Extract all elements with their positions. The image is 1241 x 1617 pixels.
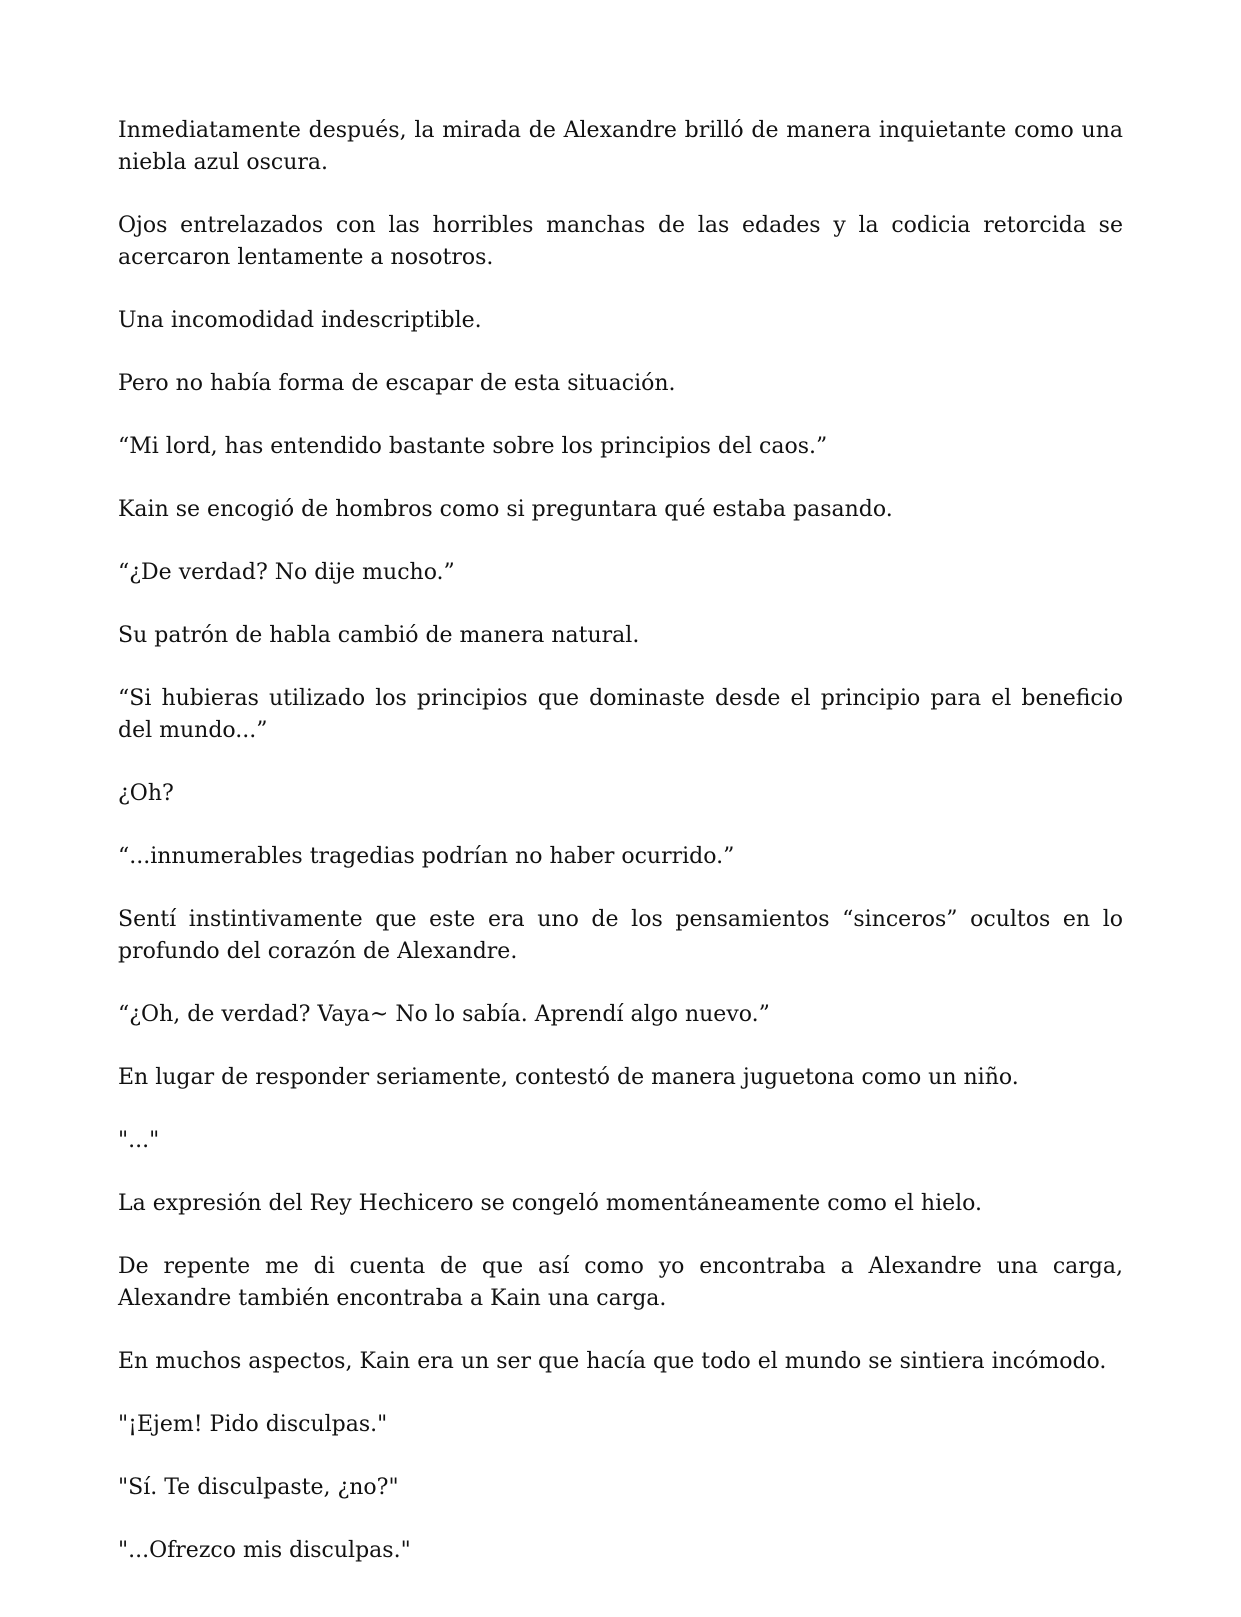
paragraph-9: “Si hubieras utilizado los principios que dominaste desde el principio para el beneficio del mundo...” [118, 686, 1123, 743]
paragraph-5: “Mi lord, has entendido bastante sobre los principios del caos.” [118, 434, 828, 459]
paragraph-2: Ojos entrelazados con las horribles manchas de las edades y la codicia retorcida se acercaron lentamente a nosotros. [118, 213, 1123, 270]
paragraph-19: "¡Ejem! Pido disculpas." [118, 1412, 388, 1437]
paragraph-11: “...innumerables tragedias podrían no haber ocurrido.” [118, 844, 735, 869]
paragraph-18: En muchos aspectos, Kain era un ser que hacía que todo el mundo se sintiera incómodo. [118, 1349, 1107, 1374]
paragraph-17: De repente me di cuenta de que así como yo encontraba a Alexandre una carga, Alexandre también encontraba a Kain una carga. [118, 1254, 1123, 1311]
paragraph-4: Pero no había forma de escapar de esta situación. [118, 371, 676, 396]
paragraph-14: En lugar de responder seriamente, contestó de manera juguetona como un niño. [118, 1065, 1019, 1090]
paragraph-15: "..." [118, 1128, 160, 1153]
paragraph-8: Su patrón de habla cambió de manera natural. [118, 623, 640, 648]
paragraph-1: Inmediatamente después, la mirada de Alexandre brilló de manera inquietante como una niebla azul oscura. [118, 118, 1123, 175]
paragraph-16: La expresión del Rey Hechicero se congeló momentáneamente como el hielo. [118, 1191, 983, 1216]
document-page [118, 115, 1123, 1598]
paragraph-7: “¿De verdad? No dije mucho.” [118, 560, 455, 585]
paragraph-6: Kain se encogió de hombros como si preguntara qué estaba pasando. [118, 497, 893, 522]
paragraph-21: "...Ofrezco mis disculpas." [118, 1538, 411, 1563]
paragraph-20: "Sí. Te disculpaste, ¿no?" [118, 1475, 399, 1500]
paragraph-3: Una incomodidad indescriptible. [118, 308, 482, 333]
paragraph-13: “¿Oh, de verdad? Vaya~ No lo sabía. Aprendí algo nuevo.” [118, 1002, 770, 1027]
paragraph-12: Sentí instintivamente que este era uno de los pensamientos “sinceros” ocultos en lo profundo del corazón de Alexandre. [118, 907, 1123, 964]
paragraph-10: ¿Oh? [118, 781, 174, 806]
